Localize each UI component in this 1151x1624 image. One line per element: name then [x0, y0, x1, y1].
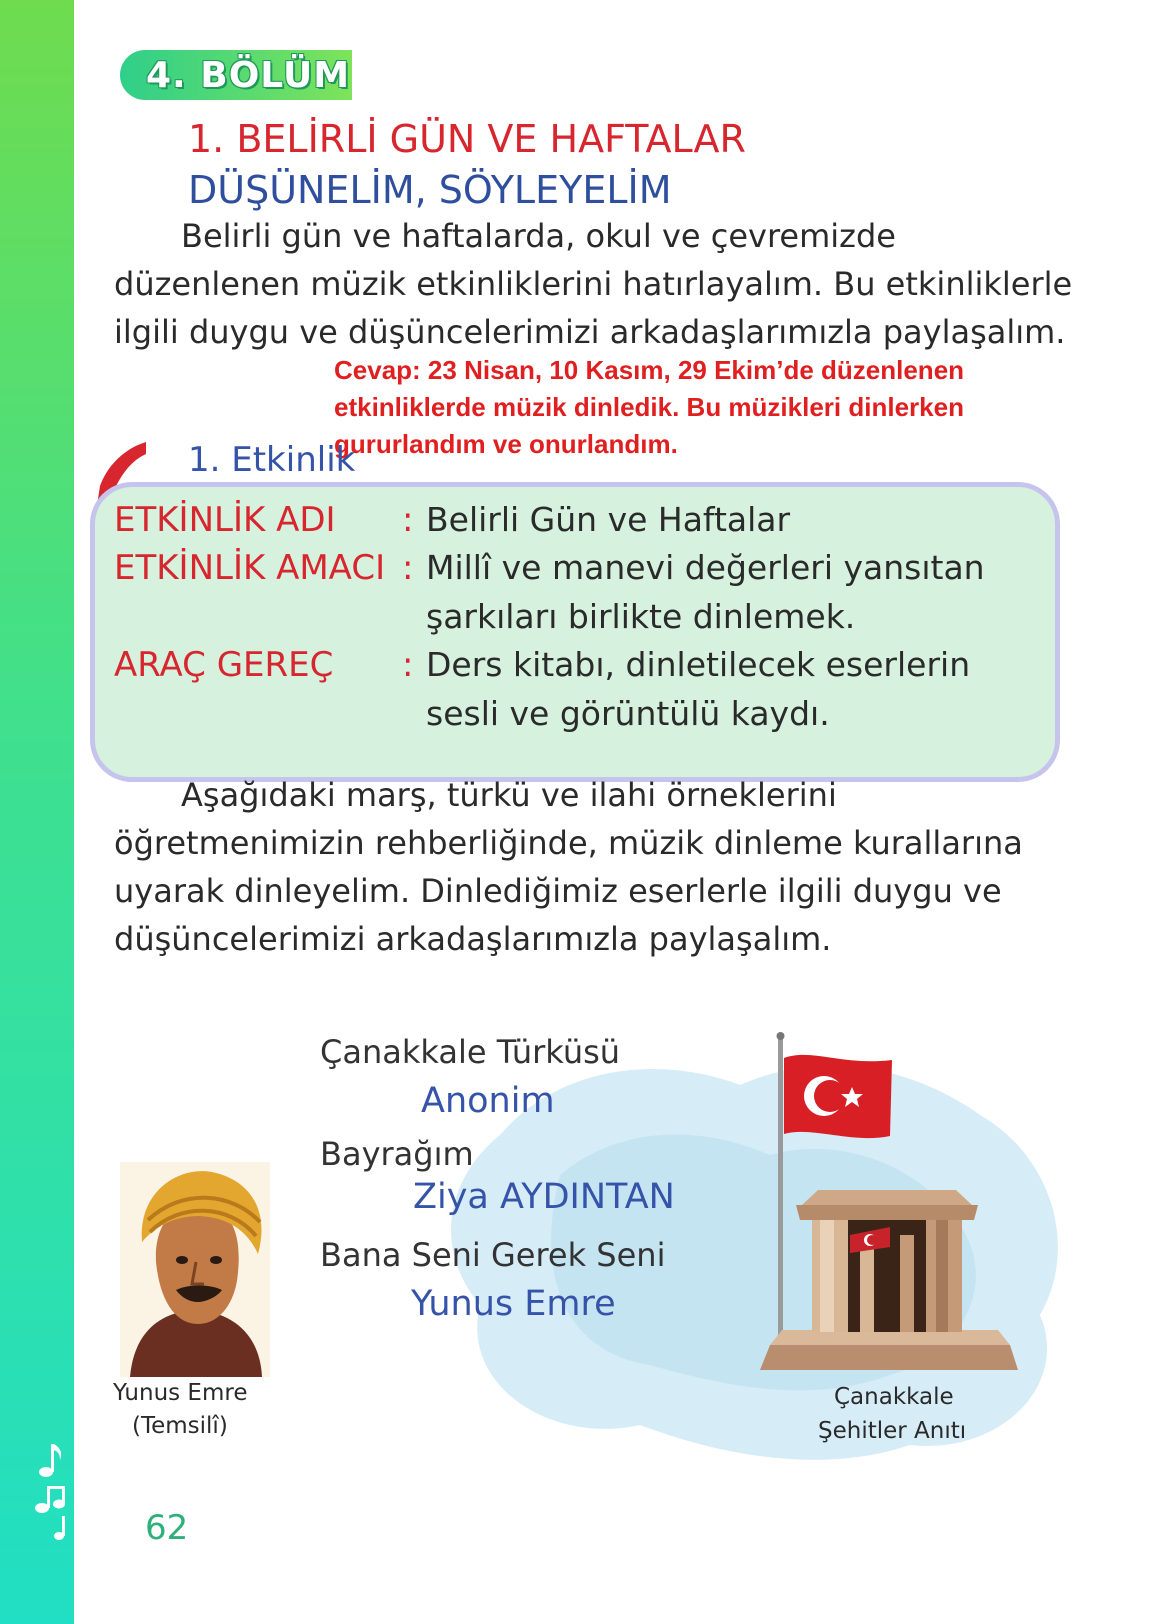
- section-title: 1. BELİRLİ GÜN VE HAFTALAR: [188, 117, 746, 161]
- activity-purpose-label: ETKİNLİK AMACI: [114, 548, 386, 588]
- monument-icon: [760, 1145, 1020, 1385]
- side-band: [0, 0, 74, 1624]
- song-title: Çanakkale Türküsü: [320, 1033, 621, 1071]
- activity-heading: 1. Etkinlik: [188, 440, 356, 480]
- song-title: Bayrağım: [320, 1135, 474, 1173]
- activity-name-value: Belirli Gün ve Haftalar: [426, 500, 791, 539]
- song-author: Yunus Emre: [411, 1284, 616, 1324]
- instruction-line: Aşağıdaki marş, türkü ve ilahi örneklerini: [181, 776, 837, 814]
- music-notes-icon: [32, 1438, 72, 1548]
- colon: :: [402, 500, 414, 540]
- intro-line: ilgili duygu ve düşüncelerimizi arkadaşlarımızla paylaşalım.: [114, 313, 1066, 351]
- song-author: Ziya AYDINTAN: [413, 1177, 675, 1217]
- section-subtitle: DÜŞÜNELİM, SÖYLEYELİM: [188, 168, 672, 212]
- portrait-icon: [120, 1162, 270, 1377]
- instruction-line: düşüncelerimizi arkadaşlarımızla paylaşalım.: [114, 920, 832, 958]
- chapter-badge-label: 4. BÖLÜM: [146, 55, 351, 96]
- answer-line: Cevap: 23 Nisan, 10 Kasım, 29 Ekim’de düzenlenen: [334, 355, 965, 385]
- answer-line: etkinliklerde müzik dinledik. Bu müzikleri dinlerken: [334, 392, 964, 422]
- colon: :: [402, 548, 414, 588]
- intro-line: Belirli gün ve haftalarda, okul ve çevremizde: [181, 217, 896, 255]
- monument-caption: Şehitler Anıtı: [818, 1418, 967, 1444]
- song-title: Bana Seni Gerek Seni: [320, 1236, 666, 1274]
- song-author: Anonim: [421, 1081, 555, 1121]
- intro-line: düzenlenen müzik etkinliklerini hatırlayalım. Bu etkinliklerle: [114, 265, 1073, 303]
- activity-tools-label: ARAÇ GEREÇ: [114, 645, 334, 685]
- colon: :: [402, 645, 414, 685]
- instruction-line: öğretmenimizin rehberliğinde, müzik dinleme kurallarına: [114, 824, 1023, 862]
- instruction-line: uyarak dinleyelim. Dinlediğimiz eserlerle ilgili duygu ve: [114, 872, 1002, 910]
- portrait-caption: (Temsilî): [132, 1413, 228, 1439]
- activity-tools-value: Ders kitabı, dinletilecek eserlerin: [426, 645, 971, 684]
- portrait-caption: Yunus Emre: [113, 1380, 248, 1406]
- activity-purpose-value: Millî ve manevi değerleri yansıtan: [426, 548, 985, 587]
- monument-caption: Çanakkale: [834, 1384, 954, 1410]
- answer-line: gururlandım ve onurlandım.: [334, 429, 678, 459]
- page-number: 62: [145, 1508, 189, 1548]
- activity-name-label: ETKİNLİK ADI: [114, 500, 336, 540]
- activity-tools-value: sesli ve görüntülü kaydı.: [426, 694, 830, 733]
- activity-purpose-value: şarkıları birlikte dinlemek.: [426, 597, 856, 636]
